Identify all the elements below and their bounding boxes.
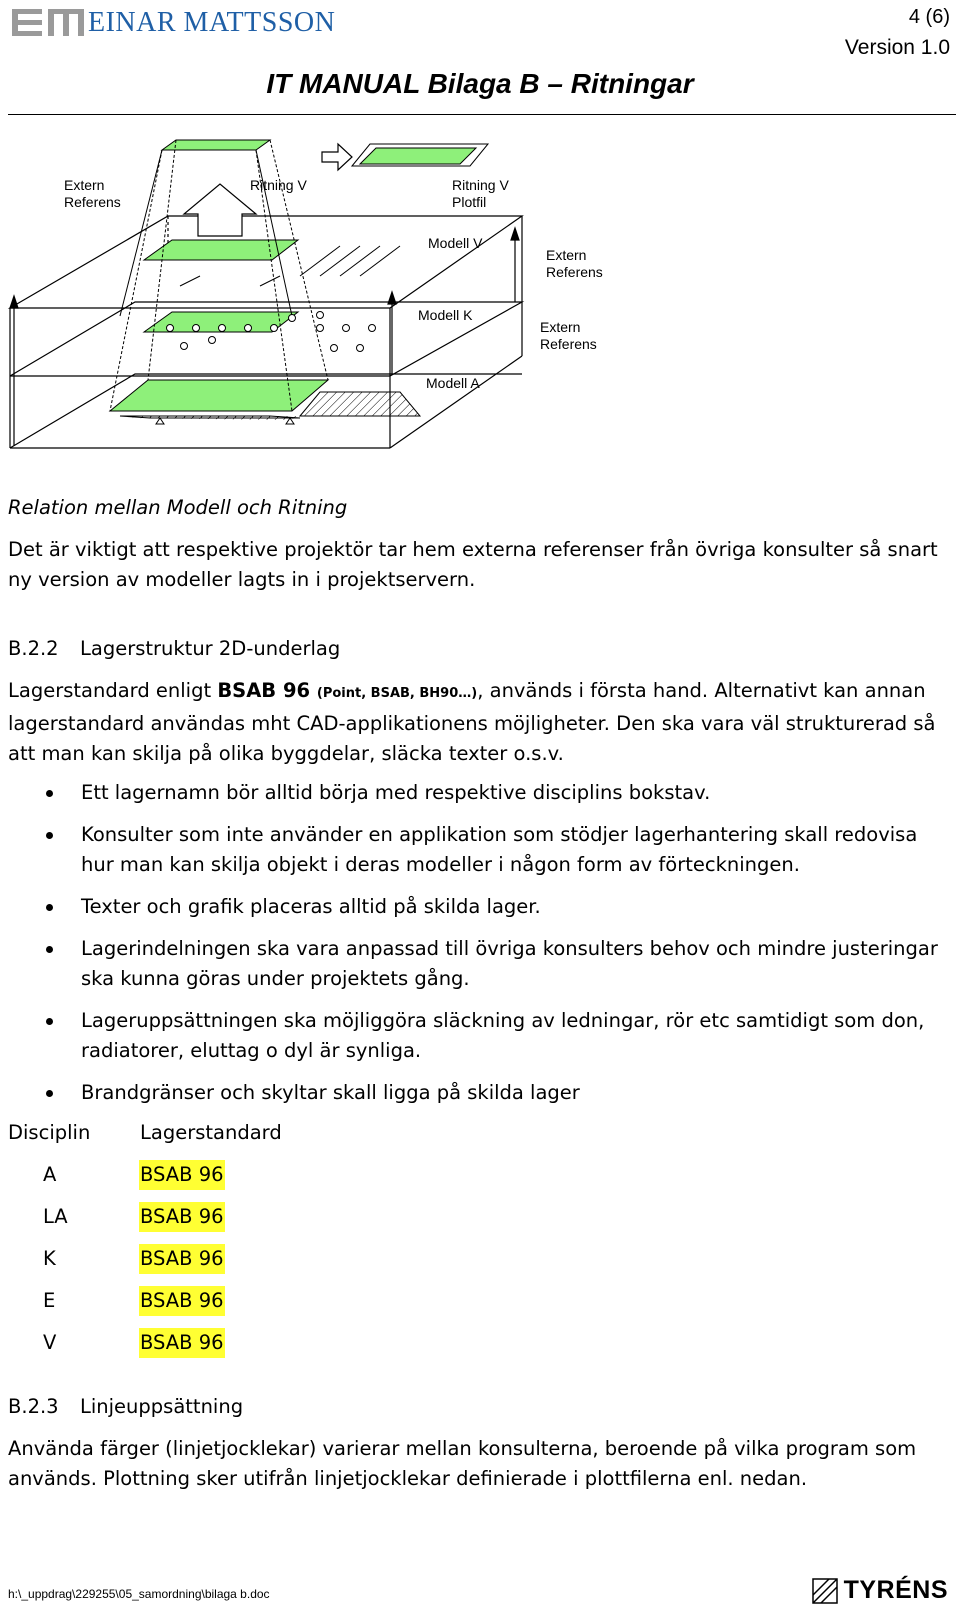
bullet-icon: [46, 832, 53, 839]
list-item-text: Konsulter som inte använder en applikation som stödjer lagerhantering skall redovisa hur man kan skilja objekt i deras modeller i någon form av förteckningen.: [81, 823, 918, 876]
document-title: IT MANUAL Bilaga B – Ritningar: [266, 68, 694, 99]
bullet-icon: [46, 1018, 53, 1025]
company-name: EINAR MATTSSON: [88, 7, 336, 38]
standard-cell: BSAB 96: [139, 1202, 225, 1232]
list-item-text: Lagerindelningen ska vara anpassad till övriga konsulters behov och mindre justeringar ska kunna göras under projektets gång.: [81, 937, 938, 990]
standard-cell: BSAB 96: [139, 1160, 225, 1190]
discipline-cell: E: [43, 1289, 56, 1312]
discipline-cell: LA: [43, 1205, 68, 1228]
standard-variants: (Point, BSAB, BH90…): [316, 686, 478, 701]
list-item-text: Texter och grafik placeras alltid på skilda lager.: [81, 895, 541, 918]
list-item: [8, 1078, 953, 1108]
section-number: B.2.2: [8, 637, 59, 660]
para-text: , används i första hand. Alternativt kan annan lagerstandard användas mht CAD-applikationens möjligheter. Den ska vara väl strukturerad så att man kan skilja på olika byggdelar, släcka texter o.s.v.: [8, 679, 936, 765]
paragraph-external-references: Det är viktigt att respektive projektör tar hem externa referenser från övriga konsulter så snart ny version av modeller lagts in i projektservern.: [8, 538, 938, 591]
list-item: [8, 1006, 953, 1066]
section-title: Linjeuppsättning: [80, 1395, 244, 1418]
version-label: Version 1.0: [844, 36, 950, 59]
label-extern-referens-3: Extern Referens: [540, 319, 597, 352]
label-extern-referens-2: Extern Referens: [546, 247, 603, 280]
page-number: 4 (6): [908, 6, 950, 28]
list-item: [8, 820, 953, 880]
tyrens-mark-icon: [812, 1578, 838, 1604]
discipline-cell: A: [43, 1163, 57, 1186]
standard-cell: BSAB 96: [139, 1328, 225, 1358]
file-path: h:\_uppdrag\229255\05_samordning\bilaga b.doc: [8, 1587, 270, 1601]
label-extern-referens-1: Extern Referens: [64, 177, 121, 210]
bullet-icon: [46, 790, 53, 797]
standard-cell: BSAB 96: [139, 1244, 225, 1274]
discipline-cell: K: [43, 1247, 56, 1270]
section-heading-b22: [8, 634, 340, 664]
bullet-icon: [46, 1090, 53, 1097]
header-divider: [8, 114, 956, 115]
paragraph-line-settings: Använda färger (linjetjocklekar) varierar mellan konsulterna, beroende på vilka program som används. Plottning sker utifrån linjetjocklekar definierade i plottfilerna enl. nedan.: [8, 1437, 917, 1490]
company-logo: [12, 6, 335, 40]
list-item: [8, 778, 953, 808]
tyrens-logo: [812, 1576, 948, 1605]
list-item-text: Brandgränser och skyltar skall ligga på skilda lager: [81, 1081, 580, 1104]
right-arrow-icon: [322, 144, 352, 170]
bullet-icon: [46, 904, 53, 911]
section-heading-b23: [8, 1392, 243, 1422]
label-modell-k: Modell K: [418, 307, 473, 323]
list-item-text: Lageruppsättningen ska möjliggöra släckning av ledningar, rör etc samtidigt som don, radiatorer, eluttag o dyl är synliga.: [81, 1009, 925, 1062]
upward-arrow-icon: [184, 184, 256, 236]
list-item: [8, 934, 953, 994]
label-modell-a: Modell A: [426, 375, 480, 391]
standard-cell: BSAB 96: [139, 1286, 225, 1316]
label-ritning-v-plotfil: Ritning V Plotfil: [452, 177, 509, 210]
table-header-disciplin: Disciplin: [8, 1121, 91, 1144]
label-modell-v: Modell V: [428, 235, 483, 251]
list-item-text: Ett lagernamn bör alltid börja med respektive disciplins bokstav.: [81, 781, 711, 804]
em-logo-icon: [12, 7, 84, 39]
paragraph-layer-standard: [8, 676, 953, 769]
bsab-standard-name: BSAB 96: [217, 679, 317, 702]
model-drawing-diagram: [0, 126, 960, 466]
tyrens-brand: TYRÉNS: [843, 1576, 948, 1604]
label-ritning-v: Ritning V: [250, 177, 307, 193]
guideline-list: [8, 778, 953, 1120]
table-header-lagerstandard: Lagerstandard: [140, 1121, 282, 1144]
section-title: Lagerstruktur 2D-underlag: [80, 637, 341, 660]
discipline-cell: V: [43, 1331, 57, 1354]
list-item: [8, 892, 953, 922]
para-text: Lagerstandard enligt: [8, 679, 218, 702]
bullet-icon: [46, 946, 53, 953]
figure-caption: Relation mellan Modell och Ritning: [8, 496, 348, 519]
section-number: B.2.3: [8, 1395, 59, 1418]
